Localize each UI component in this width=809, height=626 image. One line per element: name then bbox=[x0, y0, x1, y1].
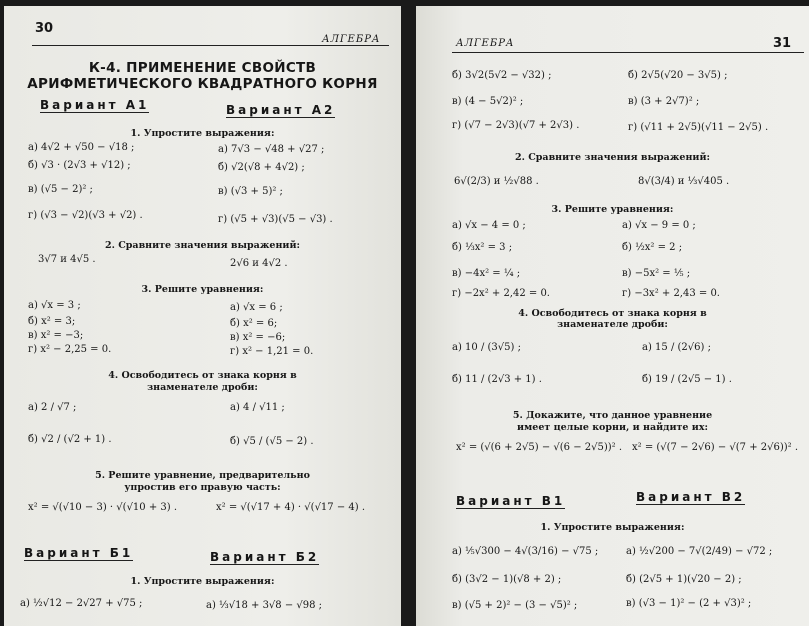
v2-task1-c: в) (√3 − 1)² − (2 + √3)² ; bbox=[626, 598, 752, 609]
a1-task1-c: в) (√5 − 2)² ; bbox=[28, 184, 93, 195]
v1-task1-a: а) ⅕√300 − 4√(3/16) − √75 ; bbox=[452, 546, 599, 557]
running-head-right: АЛГЕБРА bbox=[456, 38, 515, 49]
v1-task1-b: б) (3√2 − 1)(√8 + 2) ; bbox=[452, 574, 562, 585]
running-head-left: АЛГЕБРА bbox=[322, 34, 381, 45]
task-1-heading: 1. Упростите выражения: bbox=[130, 128, 275, 139]
page-number-right: 31 bbox=[773, 36, 792, 51]
a2-task1-c: в) (√3 + 5)² ; bbox=[218, 186, 283, 197]
task-4-heading-line1: 4. Освободитесь от знака корня в bbox=[108, 370, 297, 381]
b2-task1-a: а) ⅓√18 + 3√8 − √98 ; bbox=[206, 600, 323, 611]
a1-task5: x² = √(√10 − 3) · √(√10 + 3) . bbox=[28, 502, 178, 513]
b2-task3-a: а) √x − 9 = 0 ; bbox=[622, 220, 696, 231]
a2-task3-c: в) x² = −6; bbox=[230, 332, 286, 343]
right-page bbox=[416, 6, 809, 626]
variant-b2-heading: Вариант Б2 bbox=[210, 550, 320, 564]
task-3-heading: 3. Решите уравнения: bbox=[141, 284, 264, 295]
task-3-heading-right: 3. Решите уравнения: bbox=[551, 204, 674, 215]
b1-task3-c: в) −4x² = ¼ ; bbox=[452, 268, 521, 279]
a2-task1-a: а) 7√3 − √48 + √27 ; bbox=[218, 144, 325, 155]
a1-task4-a: а) 2 / √7 ; bbox=[28, 402, 77, 413]
a1-task3-b: б) x² = 3; bbox=[28, 316, 76, 327]
page-number-left: 30 bbox=[35, 21, 54, 36]
b2-task4-b: б) 19 / (2√5 − 1) . bbox=[642, 374, 732, 385]
task-4-heading-right-line2: знаменателе дроби: bbox=[557, 319, 668, 330]
a1-task3-d: г) x² − 2,25 = 0. bbox=[28, 344, 112, 355]
b1-task1-b: б) 3√2(5√2 − √32) ; bbox=[452, 70, 552, 81]
v1-task1-c: в) (√5 + 2)² − (3 − √5)² ; bbox=[452, 600, 578, 611]
a2-task4-a: а) 4 / √11 ; bbox=[230, 402, 285, 413]
task-2-heading: 2. Сравните значения выражений: bbox=[104, 240, 301, 251]
a2-task2: 2√6 и 4√2 . bbox=[230, 258, 288, 269]
page-title-line1: К-4. ПРИМЕНЕНИЕ СВОЙСТВ bbox=[88, 60, 317, 76]
a1-task1-d: г) (√3 − √2)(√3 + √2) . bbox=[28, 210, 143, 221]
header-rule-left bbox=[32, 45, 389, 46]
a2-task1-d: г) (√5 + √3)(√5 − √3) . bbox=[218, 214, 333, 225]
b2-task4-a: а) 15 / (2√6) ; bbox=[642, 342, 711, 353]
a2-task3-d: г) x² − 1,21 = 0. bbox=[230, 346, 314, 357]
b2-task5: x² = (√(7 − 2√6) − √(7 + 2√6))² . bbox=[632, 442, 799, 453]
task-4-heading-line2: знаменателе дроби: bbox=[147, 382, 258, 393]
variant-v2-heading: Вариант В2 bbox=[636, 490, 746, 504]
task-4-heading-right-line1: 4. Освободитесь от знака корня в bbox=[518, 308, 707, 319]
b2-task3-c: в) −5x² = ⅕ ; bbox=[622, 268, 691, 279]
task-5-heading-right-line2: имеет целые корни, и найдите их: bbox=[516, 422, 708, 433]
a1-task1-a: а) 4√2 + √50 − √18 ; bbox=[28, 142, 135, 153]
b1-task1-a: а) ½√12 − 2√27 + √75 ; bbox=[20, 598, 143, 609]
a1-task4-b: б) √2 / (√2 + 1) . bbox=[28, 434, 112, 445]
b1-task5: x² = (√(6 + 2√5) − √(6 − 2√5))² . bbox=[456, 442, 623, 453]
b1-task3-b: б) ⅓x² = 3 ; bbox=[452, 242, 513, 253]
variant-v1-heading: Вариант В1 bbox=[456, 494, 566, 508]
b2-task1-b: б) 2√5(√20 − 3√5) ; bbox=[628, 70, 728, 81]
a2-task3-a: а) √x = 6 ; bbox=[230, 302, 283, 313]
a1-task2: 3√7 и 4√5 . bbox=[38, 254, 96, 265]
a2-task4-b: б) √5 / (√5 − 2) . bbox=[230, 436, 314, 447]
page-title-line2: АРИФМЕТИЧЕСКОГО КВАДРАТНОГО КОРНЯ bbox=[27, 76, 378, 92]
a2-task1-b: б) √2(√8 + 4√2) ; bbox=[218, 162, 305, 173]
left-page bbox=[4, 6, 401, 626]
b1-task3-d: г) −2x² + 2,42 = 0. bbox=[452, 288, 550, 299]
task-5-heading-line1: 5. Решите уравнение, предварительно bbox=[95, 470, 310, 481]
b1-task1-d: г) (√7 − 2√3)(√7 + 2√3) . bbox=[452, 120, 580, 131]
b1-task4-a: а) 10 / (3√5) ; bbox=[452, 342, 521, 353]
task-5-heading-line2: упростив его правую часть: bbox=[124, 482, 281, 493]
v2-task1-b: б) (2√5 + 1)(√20 − 2) ; bbox=[626, 574, 742, 585]
task-2-heading-right: 2. Сравните значения выражений: bbox=[514, 152, 711, 163]
b1-task2: 6√(2/3) и ½√88 . bbox=[454, 176, 539, 187]
b2-task1-d: г) (√11 + 2√5)(√11 − 2√5) . bbox=[628, 122, 769, 133]
a1-task3-a: а) √x = 3 ; bbox=[28, 300, 81, 311]
task-1b-heading: 1. Упростите выражения: bbox=[130, 576, 275, 587]
task-5-heading-right-line1: 5. Докажите, что данное уравнение bbox=[512, 410, 713, 421]
variant-a1-heading: Вариант А1 bbox=[40, 98, 150, 112]
header-rule-right bbox=[452, 52, 804, 53]
a1-task1-b: б) √3 · (2√3 + √12) ; bbox=[28, 160, 131, 171]
b2-task3-d: г) −3x² + 2,43 = 0. bbox=[622, 288, 720, 299]
v2-task1-a: а) ½√200 − 7√(2/49) − √72 ; bbox=[626, 546, 773, 557]
task-1v-heading: 1. Упростите выражения: bbox=[540, 522, 685, 533]
b1-task4-b: б) 11 / (2√3 + 1) . bbox=[452, 374, 542, 385]
a2-task5: x² = √(√17 + 4) · √(√17 − 4) . bbox=[216, 502, 366, 513]
variant-b1-heading: Вариант Б1 bbox=[24, 546, 134, 560]
b1-task1-c: в) (4 − 5√2)² ; bbox=[452, 96, 524, 107]
variant-a2-heading: Вариант А2 bbox=[226, 103, 336, 117]
b2-task2: 8√(3/4) и ⅓√405 . bbox=[638, 176, 730, 187]
b1-task3-a: а) √x − 4 = 0 ; bbox=[452, 220, 526, 231]
a1-task3-c: в) x² = −3; bbox=[28, 330, 84, 341]
a2-task3-b: б) x² = 6; bbox=[230, 318, 278, 329]
b2-task1-c: в) (3 + 2√7)² ; bbox=[628, 96, 700, 107]
b2-task3-b: б) ½x² = 2 ; bbox=[622, 242, 683, 253]
